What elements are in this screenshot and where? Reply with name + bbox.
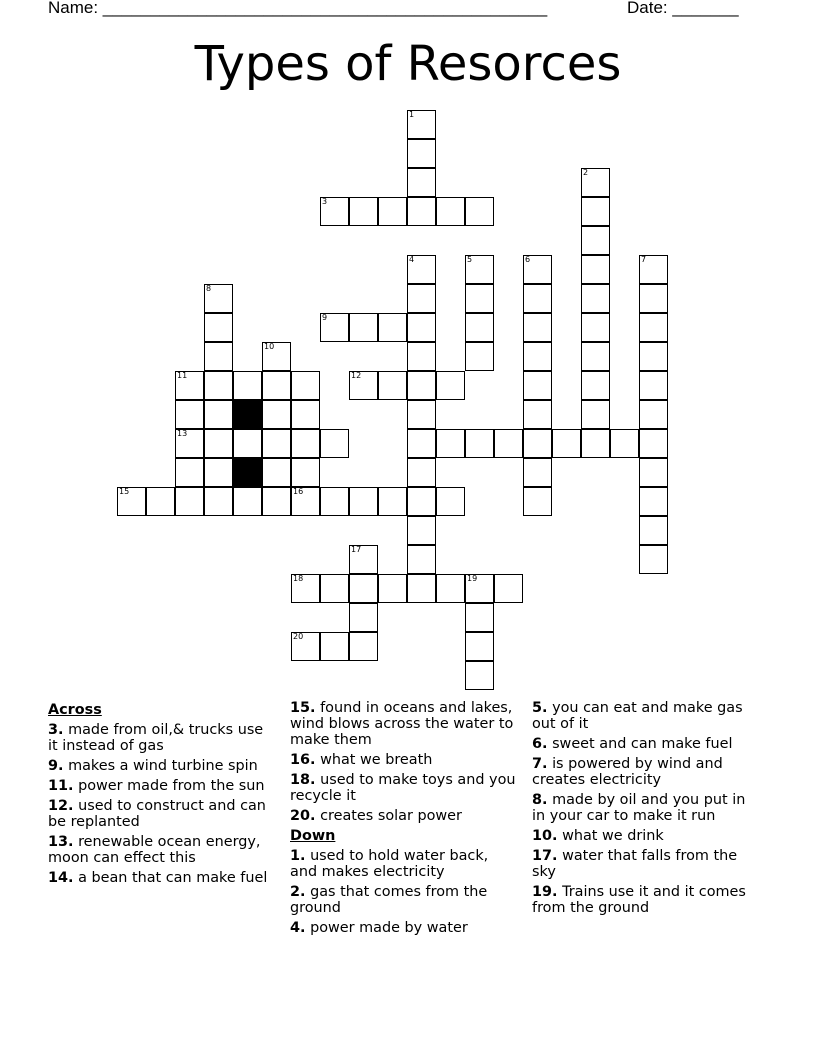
grid-cell[interactable] bbox=[639, 313, 668, 342]
clue-label: 9. bbox=[48, 758, 64, 774]
clue-text: Trains use it and it comes from the ground bbox=[532, 884, 746, 916]
grid-cell[interactable] bbox=[523, 255, 552, 284]
clue-text: used to hold water back, and makes electricity bbox=[290, 848, 489, 880]
clue-number: 15 bbox=[119, 487, 130, 496]
clue-text: used to construct and can be replanted bbox=[48, 798, 266, 830]
down-clue bbox=[532, 792, 758, 824]
grid-cell[interactable] bbox=[610, 429, 639, 458]
grid-cell[interactable] bbox=[465, 661, 494, 690]
grid-cell[interactable] bbox=[407, 139, 436, 168]
grid-cell[interactable] bbox=[581, 429, 610, 458]
grid-cell[interactable] bbox=[320, 632, 349, 661]
clue-number: 10 bbox=[264, 342, 275, 351]
clue-text: water that falls from the sky bbox=[532, 848, 738, 880]
grid-cell[interactable] bbox=[581, 400, 610, 429]
across-clue bbox=[48, 798, 274, 830]
grid-cell[interactable] bbox=[262, 400, 291, 429]
down-clue bbox=[532, 756, 758, 788]
grid-cell[interactable] bbox=[407, 429, 436, 458]
clue-label: 1. bbox=[290, 848, 306, 864]
clue-label: 14. bbox=[48, 870, 74, 886]
clue-text: what we breath bbox=[320, 752, 433, 768]
grid-cell[interactable] bbox=[523, 313, 552, 342]
grid-cell[interactable] bbox=[581, 313, 610, 342]
clue-label: 19. bbox=[532, 884, 558, 900]
across-clue bbox=[48, 722, 274, 754]
grid-cell[interactable] bbox=[407, 197, 436, 226]
clue-text: gas that comes from the ground bbox=[290, 884, 488, 916]
across-clue-list bbox=[48, 722, 274, 886]
clue-text: made by oil and you put in in your car to make it run bbox=[532, 792, 746, 824]
grid-cell[interactable] bbox=[523, 458, 552, 487]
clue-number: 12 bbox=[351, 371, 362, 380]
across-clue bbox=[48, 778, 274, 794]
grid-cell[interactable] bbox=[407, 284, 436, 313]
grid-cell[interactable] bbox=[436, 371, 465, 400]
across-clue-list-cont bbox=[290, 700, 516, 824]
clue-number: 13 bbox=[177, 429, 188, 438]
clue-label: 10. bbox=[532, 828, 558, 844]
blocked-cell bbox=[233, 400, 262, 429]
name-field[interactable]: Name: _______________________________________________ bbox=[48, 0, 548, 17]
clue-column-1 bbox=[48, 700, 274, 890]
clue-label: 20. bbox=[290, 808, 316, 824]
grid-cell[interactable] bbox=[639, 545, 668, 574]
grid-cell[interactable] bbox=[117, 487, 146, 516]
grid-cell[interactable] bbox=[320, 574, 349, 603]
grid-cell[interactable] bbox=[349, 603, 378, 632]
down-clue bbox=[532, 828, 758, 844]
grid-cell[interactable] bbox=[523, 429, 552, 458]
grid-cell[interactable] bbox=[407, 255, 436, 284]
grid-cell[interactable] bbox=[494, 574, 523, 603]
grid-cell[interactable] bbox=[523, 487, 552, 516]
across-clue bbox=[48, 834, 274, 866]
down-clue bbox=[532, 884, 758, 916]
across-clue bbox=[290, 752, 516, 768]
down-clue-list-cont bbox=[532, 700, 758, 916]
grid-cell[interactable] bbox=[233, 371, 262, 400]
clue-label: 12. bbox=[48, 798, 74, 814]
grid-cell[interactable] bbox=[175, 400, 204, 429]
grid-cell[interactable] bbox=[465, 632, 494, 661]
grid-cell[interactable] bbox=[465, 429, 494, 458]
blocked-cell bbox=[233, 458, 262, 487]
clue-number: 9 bbox=[322, 313, 328, 322]
grid-cell[interactable] bbox=[291, 574, 320, 603]
grid-cell[interactable] bbox=[349, 632, 378, 661]
grid-cell[interactable] bbox=[436, 197, 465, 226]
clue-section bbox=[0, 700, 816, 1000]
grid-cell[interactable] bbox=[378, 313, 407, 342]
clue-number: 2 bbox=[583, 168, 589, 177]
clue-number: 3 bbox=[322, 197, 328, 206]
clue-text: sweet and can make fuel bbox=[552, 736, 733, 752]
date-field[interactable]: Date: _______ bbox=[627, 0, 739, 17]
grid-cell[interactable] bbox=[465, 603, 494, 632]
grid-cell[interactable] bbox=[465, 255, 494, 284]
grid-cell[interactable] bbox=[349, 574, 378, 603]
clue-column-2 bbox=[290, 700, 516, 940]
down-clue bbox=[290, 884, 516, 916]
grid-cell[interactable] bbox=[523, 342, 552, 371]
clue-label: 13. bbox=[48, 834, 74, 850]
grid-cell[interactable] bbox=[320, 197, 349, 226]
grid-cell[interactable] bbox=[291, 458, 320, 487]
clue-text: used to make toys and you recycle it bbox=[290, 772, 516, 804]
grid-cell[interactable] bbox=[204, 313, 233, 342]
down-clue bbox=[532, 736, 758, 752]
grid-cell[interactable] bbox=[436, 487, 465, 516]
grid-cell[interactable] bbox=[639, 342, 668, 371]
clue-label: 16. bbox=[290, 752, 316, 768]
clue-text: found in oceans and lakes, wind blows across the water to make them bbox=[290, 700, 514, 748]
grid-cell[interactable] bbox=[204, 400, 233, 429]
grid-cell[interactable] bbox=[581, 255, 610, 284]
grid-cell[interactable] bbox=[262, 487, 291, 516]
grid-cell[interactable] bbox=[407, 168, 436, 197]
grid-cell[interactable] bbox=[262, 342, 291, 371]
grid-cell[interactable] bbox=[407, 516, 436, 545]
grid-cell[interactable] bbox=[320, 487, 349, 516]
across-clue bbox=[48, 758, 274, 774]
clue-number: 4 bbox=[409, 255, 415, 264]
down-clue-list bbox=[290, 848, 516, 936]
grid-cell[interactable] bbox=[175, 429, 204, 458]
grid-cell[interactable] bbox=[465, 313, 494, 342]
grid-cell[interactable] bbox=[436, 429, 465, 458]
clue-number: 7 bbox=[641, 255, 647, 264]
grid-cell[interactable] bbox=[639, 429, 668, 458]
clue-label: 17. bbox=[532, 848, 558, 864]
grid-cell[interactable] bbox=[639, 487, 668, 516]
clue-label: 6. bbox=[532, 736, 548, 752]
clue-number: 16 bbox=[293, 487, 304, 496]
grid-cell[interactable] bbox=[407, 545, 436, 574]
across-heading: Across bbox=[48, 702, 102, 718]
clue-number: 8 bbox=[206, 284, 212, 293]
grid-cell[interactable] bbox=[581, 226, 610, 255]
grid-cell[interactable] bbox=[407, 574, 436, 603]
grid-cell[interactable] bbox=[320, 429, 349, 458]
grid-cell[interactable] bbox=[407, 371, 436, 400]
clue-number: 11 bbox=[177, 371, 188, 380]
grid-cell[interactable] bbox=[407, 487, 436, 516]
clue-number: 6 bbox=[525, 255, 531, 264]
page-title: Types of Resorces bbox=[194, 36, 622, 92]
grid-cell[interactable] bbox=[581, 342, 610, 371]
grid-cell[interactable] bbox=[262, 429, 291, 458]
grid-cell[interactable] bbox=[233, 487, 262, 516]
grid-cell[interactable] bbox=[436, 574, 465, 603]
across-clue bbox=[290, 772, 516, 804]
grid-cell[interactable] bbox=[233, 429, 262, 458]
grid-cell[interactable] bbox=[523, 371, 552, 400]
clue-text: is powered by wind and creates electricity bbox=[532, 756, 723, 788]
clue-number: 18 bbox=[293, 574, 304, 583]
grid-cell[interactable] bbox=[175, 371, 204, 400]
grid-cell[interactable] bbox=[407, 458, 436, 487]
clue-number: 19 bbox=[467, 574, 478, 583]
grid-cell[interactable] bbox=[204, 371, 233, 400]
grid-cell[interactable] bbox=[175, 458, 204, 487]
down-clue bbox=[290, 848, 516, 880]
clue-text: power made from the sun bbox=[78, 778, 265, 794]
down-clue bbox=[290, 920, 516, 936]
down-clue bbox=[532, 700, 758, 732]
grid-cell[interactable] bbox=[639, 458, 668, 487]
grid-cell[interactable] bbox=[639, 255, 668, 284]
grid-cell[interactable] bbox=[639, 371, 668, 400]
grid-cell[interactable] bbox=[465, 284, 494, 313]
clue-text: made from oil,& trucks use it instead of gas bbox=[48, 722, 264, 754]
grid-cell[interactable] bbox=[407, 342, 436, 371]
grid-cell[interactable] bbox=[291, 429, 320, 458]
across-clue bbox=[290, 808, 516, 824]
grid-cell[interactable] bbox=[204, 342, 233, 371]
clue-label: 18. bbox=[290, 772, 316, 788]
clue-label: 7. bbox=[532, 756, 548, 772]
grid-cell[interactable] bbox=[581, 284, 610, 313]
grid-cell[interactable] bbox=[378, 574, 407, 603]
grid-cell[interactable] bbox=[349, 487, 378, 516]
clue-label: 3. bbox=[48, 722, 64, 738]
clue-label: 15. bbox=[290, 700, 316, 716]
across-clue bbox=[48, 870, 274, 886]
grid-cell[interactable] bbox=[465, 342, 494, 371]
clue-label: 8. bbox=[532, 792, 548, 808]
clue-text: what we drink bbox=[562, 828, 664, 844]
grid-cell[interactable] bbox=[291, 371, 320, 400]
grid-cell[interactable] bbox=[349, 197, 378, 226]
grid-cell[interactable] bbox=[320, 313, 349, 342]
grid-cell[interactable] bbox=[175, 487, 204, 516]
grid-cell[interactable] bbox=[494, 429, 523, 458]
grid-cell[interactable] bbox=[291, 487, 320, 516]
grid-cell[interactable] bbox=[291, 632, 320, 661]
grid-cell[interactable] bbox=[378, 371, 407, 400]
clue-column-3 bbox=[532, 700, 758, 920]
clue-text: renewable ocean energy, moon can effect this bbox=[48, 834, 261, 866]
grid-cell[interactable] bbox=[465, 574, 494, 603]
clue-label: 5. bbox=[532, 700, 548, 716]
grid-cell[interactable] bbox=[349, 371, 378, 400]
clue-text: creates solar power bbox=[320, 808, 462, 824]
grid-cell[interactable] bbox=[407, 313, 436, 342]
clue-text: a bean that can make fuel bbox=[78, 870, 268, 886]
grid-cell[interactable] bbox=[204, 487, 233, 516]
grid-cell[interactable] bbox=[349, 545, 378, 574]
grid-cell[interactable] bbox=[378, 487, 407, 516]
down-heading: Down bbox=[290, 828, 336, 844]
grid-cell[interactable] bbox=[378, 197, 407, 226]
grid-cell[interactable] bbox=[581, 168, 610, 197]
grid-cell[interactable] bbox=[639, 400, 668, 429]
grid-cell[interactable] bbox=[407, 400, 436, 429]
grid-cell[interactable] bbox=[552, 429, 581, 458]
grid-cell[interactable] bbox=[639, 516, 668, 545]
grid-cell[interactable] bbox=[146, 487, 175, 516]
clue-label: 2. bbox=[290, 884, 306, 900]
clue-text: power made by water bbox=[310, 920, 468, 936]
clue-label: 11. bbox=[48, 778, 74, 794]
down-clue bbox=[532, 848, 758, 880]
grid-cell[interactable] bbox=[523, 284, 552, 313]
across-clue bbox=[290, 700, 516, 748]
grid-cell[interactable] bbox=[204, 429, 233, 458]
grid-cell[interactable] bbox=[581, 197, 610, 226]
grid-cell[interactable] bbox=[262, 371, 291, 400]
grid-cell[interactable] bbox=[204, 458, 233, 487]
clue-text: makes a wind turbine spin bbox=[68, 758, 258, 774]
grid-cell[interactable] bbox=[523, 400, 552, 429]
grid-cell[interactable] bbox=[639, 284, 668, 313]
clue-number: 20 bbox=[293, 632, 304, 641]
clue-number: 17 bbox=[351, 545, 362, 554]
grid-cell[interactable] bbox=[407, 110, 436, 139]
grid-cell[interactable] bbox=[349, 313, 378, 342]
clue-text: you can eat and make gas out of it bbox=[532, 700, 743, 732]
clue-number: 5 bbox=[467, 255, 473, 264]
grid-cell[interactable] bbox=[291, 400, 320, 429]
clue-label: 4. bbox=[290, 920, 306, 936]
grid-cell[interactable] bbox=[465, 197, 494, 226]
clue-number: 1 bbox=[409, 110, 415, 119]
grid-cell[interactable] bbox=[204, 284, 233, 313]
grid-cell[interactable] bbox=[581, 371, 610, 400]
grid-cell[interactable] bbox=[262, 458, 291, 487]
